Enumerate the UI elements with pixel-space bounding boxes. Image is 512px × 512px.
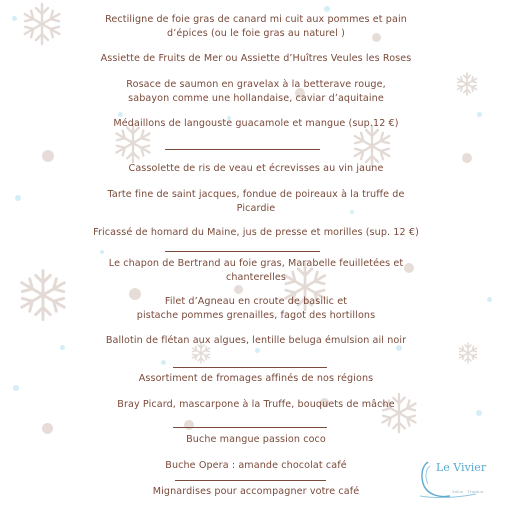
logo-name: Le Vivier [436,461,487,474]
menu-line: Assortiment de fromages affinés de nos régions [138,373,374,384]
menu-line: Picardie [236,203,276,214]
menu-line: chanterelles [225,272,287,283]
menu-line: Médaillons de langouste guacamole et mangue (sup.12 €) [113,118,399,129]
menu-line: Fricassé de homard du Maine, jus de presse et morilles (sup. 12 €) [93,227,419,238]
menu-line: Buche Opera : amande chocolat café [165,460,347,471]
section-divider [165,149,320,150]
menu-line: sabayon comme une hollandaise, caviar d’aquitaine [128,93,384,104]
menu-line: Buche mangue passion coco [186,434,326,445]
menu-line: Le chapon de Bertrand au foie gras, Marabelle feuilletées et [108,258,404,269]
menu-line: Rectiligne de foie gras de canard mi cuit aux pommes et pain [105,14,407,25]
menu-line: Cassolette de ris de veau et écrevisses au vin jaune [128,163,384,174]
menu-line: Assiette de Fruits de Mer ou Assiette d’Huîtres Veules les Roses [100,53,412,64]
menu-line: Tarte fine de saint jacques, fondue de poireaux à la truffe de [107,189,405,200]
section-divider [173,427,327,428]
section-divider [175,480,326,481]
section-divider [173,367,327,368]
menu-line: Rosace de saumon en gravelax à la betterave rouge, [126,79,386,90]
menu-line: d’épices (ou le foie gras au naturel ) [167,28,345,39]
menu-line: Filet d’Agneau en croute de basilic et [164,296,348,307]
menu-line: Bray Picard, mascarpone à la Truffe, bouquets de mâche [117,399,395,410]
logo-tagline: Salon · Traiteur [452,489,484,494]
section-divider [165,251,320,252]
menu-line: Mignardises pour accompagner votre café [152,486,360,497]
menu-line: pistache pommes grenailles, fagot des hortillons [136,310,376,321]
menu-line: Ballotin de flétan aux algues, lentille beluga émulsion ail noir [105,335,407,346]
